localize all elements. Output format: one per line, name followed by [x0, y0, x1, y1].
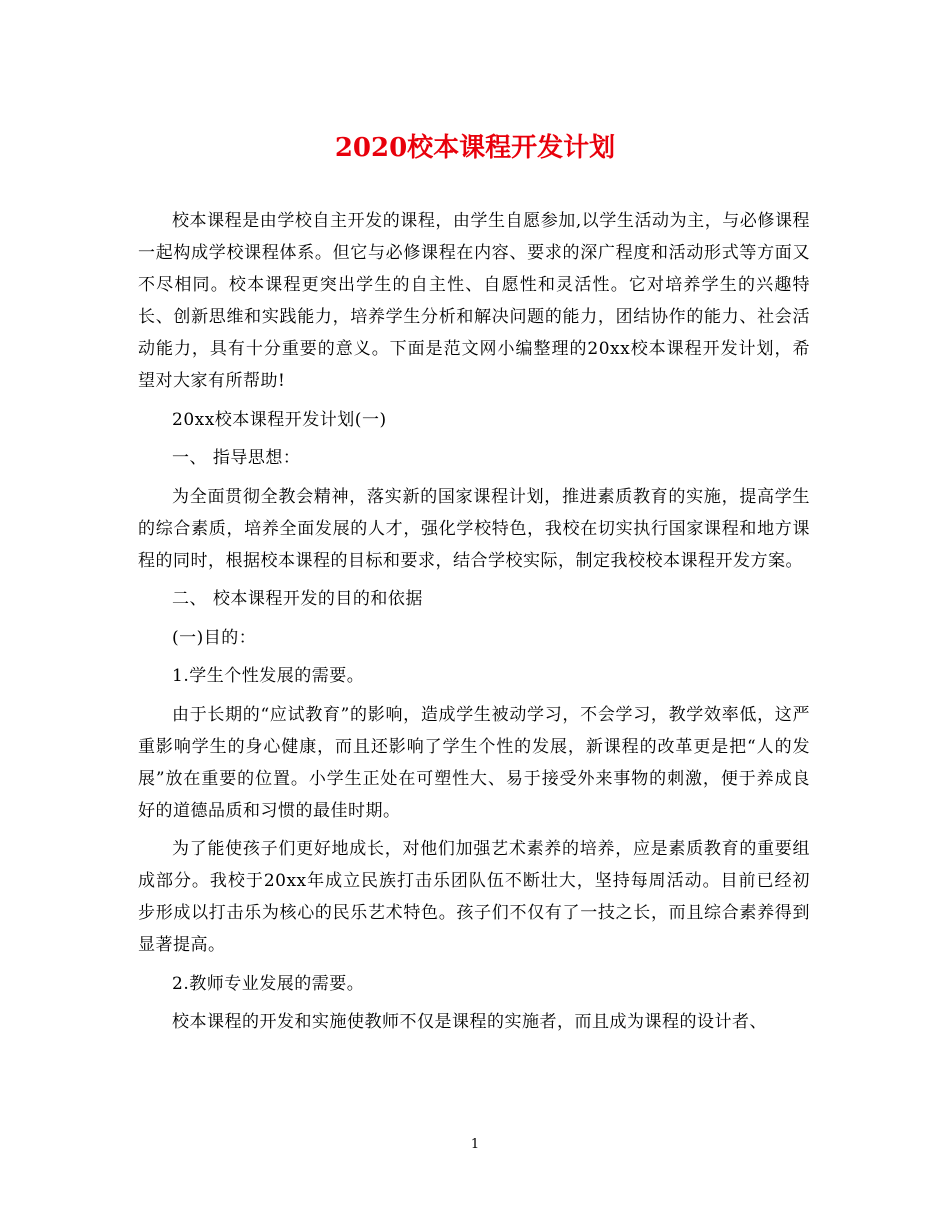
document-title: 2020校本课程开发计划	[334, 133, 616, 163]
paragraph-guiding-ideology: 为全面贯彻全教会精神，落实新的国家课程计划，推进素质教育的实施，提高学生的综合素质，培养全面发展的人才，强化学校特色，我校在切实执行国家课程和地方课程的同时，根据校本课程的目标和要求，结合学校实际，制定我校校本课程开发方案。	[138, 486, 810, 571]
paragraph-art-literacy: 为了能使孩子们更好地成长，对他们加强艺术素养的培养，应是素质教育的重要组成部分。我校于20xx年成立民族打击乐团队伍不断壮大，坚持每周活动。目前已经初步形成以打击乐为核心的民乐艺术特色。孩子们不仅有了一技之长，而且综合素养得到显著提高。	[138, 839, 810, 955]
paragraph-section-2-heading: 二、 校本课程开发的目的和依据	[172, 589, 423, 609]
page-number: 1	[470, 1137, 480, 1152]
paragraph-teacher-development: 校本课程的开发和实施使教师不仅是课程的实施者，而且成为课程的设计者、	[172, 1012, 767, 1032]
paragraph-purpose-2-heading: 2.教师专业发展的需要。	[172, 973, 365, 994]
paragraph-student-development: 由于长期的“应试教育”的影响，造成学生被动学习，不会学习，教学效率低，这严重影响学生的身心健康，而且还影响了学生个性的发展，新课程的改革更是把“人的发展”放在重要的位置。小学生正处在可塑性大、易于接受外来事物的刺激，便于养成良好的道德品质和习惯的最佳时期。	[138, 704, 810, 821]
paragraph-plan-heading: 20xx校本课程开发计划(一)	[172, 409, 387, 430]
document-body	[138, 205, 810, 1045]
paragraph-purpose-heading: (一)目的：	[172, 627, 257, 648]
paragraph-section-1-heading: 一、 指导思想：	[172, 448, 301, 468]
paragraph-purpose-1-heading: 1.学生个性发展的需要。	[172, 666, 365, 686]
paragraph-intro: 校本课程是由学校自主开发的课程，由学生自愿参加,以学生活动为主，与必修课程一起构成学校课程体系。但它与必修课程在内容、要求的深广程度和活动形式等方面又不尽相同。校本课程更突出学生的自主性、自愿性和灵活性。它对培养学生的兴趣特长、创新思维和实践能力，培养学生分析和解决问题的能力，团结协作的能力、社会活动能力，具有十分重要的意义。下面是范文网小编整理的20xx校本课程开发计划，希望对大家有所帮助!	[138, 211, 810, 391]
